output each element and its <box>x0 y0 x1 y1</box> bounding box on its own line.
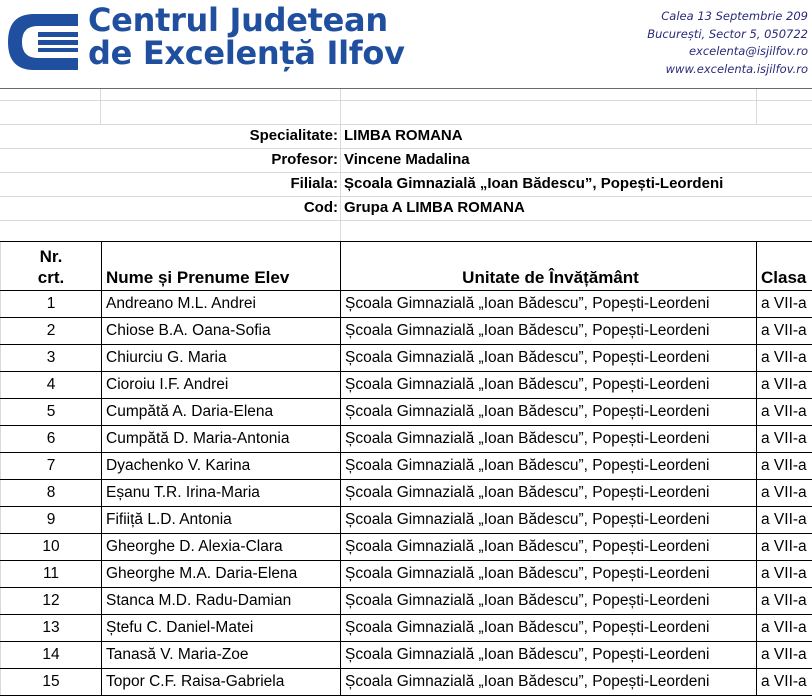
school-unit: Școala Gimnazială „Ioan Bădescu”, Popești-Leordeni <box>341 399 757 426</box>
header-name: Nume și Prenume Elev <box>102 242 341 291</box>
table-header-row <box>1 242 812 291</box>
class-grade: a VII-a <box>757 372 812 399</box>
school-unit: Școala Gimnazială „Ioan Bădescu”, Popești-Leordeni <box>341 345 757 372</box>
row-nr: 1 <box>1 291 102 318</box>
table-row <box>1 426 812 453</box>
student-name: Gheorghe M.A. Daria-Elena <box>102 561 341 588</box>
row-nr: 6 <box>1 426 102 453</box>
student-name: Eșanu T.R. Irina-Maria <box>102 480 341 507</box>
contact-address: Calea 13 Septembrie 209 <box>647 8 808 26</box>
header-clasa: Clasa <box>757 242 812 291</box>
student-name: Chiose B.A. Oana-Sofia <box>102 318 341 345</box>
students-table <box>0 241 812 696</box>
header-divider <box>0 88 812 89</box>
info-row-profesor <box>0 148 812 172</box>
row-nr: 7 <box>1 453 102 480</box>
gridline <box>100 89 101 125</box>
table-row <box>1 453 812 480</box>
class-grade: a VII-a <box>757 291 812 318</box>
info-value: LIMBA ROMANA <box>344 127 463 144</box>
header-nr-crt <box>1 242 102 291</box>
school-unit: Școala Gimnazială „Ioan Bădescu”, Popești-Leordeni <box>341 453 757 480</box>
student-name: Dyachenko V. Karina <box>102 453 341 480</box>
cje-logo-icon <box>4 10 84 74</box>
contact-block <box>647 8 808 78</box>
table-row <box>1 615 812 642</box>
info-label: Profesor: <box>271 151 338 168</box>
header-nr-line2: crt. <box>38 268 64 287</box>
school-unit: Școala Gimnazială „Ioan Bădescu”, Popești-Leordeni <box>341 291 757 318</box>
gridline <box>756 89 757 125</box>
school-unit: Școala Gimnazială „Ioan Bădescu”, Popești-Leordeni <box>341 534 757 561</box>
info-row-filiala <box>0 172 812 196</box>
table-row <box>1 480 812 507</box>
row-nr: 10 <box>1 534 102 561</box>
school-unit: Școala Gimnazială „Ioan Bădescu”, Popești-Leordeni <box>341 669 757 696</box>
table-row <box>1 588 812 615</box>
class-grade: a VII-a <box>757 588 812 615</box>
table-row <box>1 642 812 669</box>
info-label: Specialitate: <box>250 127 338 144</box>
contact-email[interactable]: excelenta@isjilfov.ro <box>647 43 808 61</box>
school-unit: Școala Gimnazială „Ioan Bădescu”, Popești-Leordeni <box>341 372 757 399</box>
contact-city: București, Sector 5, 050722 <box>647 26 808 44</box>
row-nr: 4 <box>1 372 102 399</box>
row-nr: 15 <box>1 669 102 696</box>
class-grade: a VII-a <box>757 318 812 345</box>
class-grade: a VII-a <box>757 669 812 696</box>
row-nr: 2 <box>1 318 102 345</box>
info-value: Grupa A LIMBA ROMANA <box>344 199 525 216</box>
student-name: Gheorghe D. Alexia-Clara <box>102 534 341 561</box>
row-nr: 8 <box>1 480 102 507</box>
row-nr: 3 <box>1 345 102 372</box>
class-grade: a VII-a <box>757 534 812 561</box>
student-name: Andreano M.L. Andrei <box>102 291 341 318</box>
student-name: Chiurciu G. Maria <box>102 345 341 372</box>
student-name: Cioroiu I.F. Andrei <box>102 372 341 399</box>
header-unit: Unitate de Învățământ <box>341 242 757 291</box>
student-name: Cumpătă A. Daria-Elena <box>102 399 341 426</box>
table-row <box>1 561 812 588</box>
class-grade: a VII-a <box>757 615 812 642</box>
class-grade: a VII-a <box>757 480 812 507</box>
org-name-line2: de Excelență Ilfov <box>88 37 405 70</box>
school-unit: Școala Gimnazială „Ioan Bădescu”, Popești-Leordeni <box>341 615 757 642</box>
table-row <box>1 669 812 696</box>
info-label: Filiala: <box>290 175 338 192</box>
class-grade: a VII-a <box>757 642 812 669</box>
table-row <box>1 372 812 399</box>
info-value: Vincene Madalina <box>344 151 470 168</box>
class-grade: a VII-a <box>757 399 812 426</box>
table-row <box>1 291 812 318</box>
student-name: Tanasă V. Maria-Zoe <box>102 642 341 669</box>
school-unit: Școala Gimnazială „Ioan Bădescu”, Popești-Leordeni <box>341 318 757 345</box>
school-unit: Școala Gimnazială „Ioan Bădescu”, Popești-Leordeni <box>341 561 757 588</box>
table-row <box>1 345 812 372</box>
organization-name <box>88 4 405 70</box>
table-row <box>1 534 812 561</box>
letterhead <box>0 0 812 86</box>
row-nr: 12 <box>1 588 102 615</box>
student-name: Cumpătă D. Maria-Antonia <box>102 426 341 453</box>
school-unit: Școala Gimnazială „Ioan Bădescu”, Popești-Leordeni <box>341 642 757 669</box>
gridline <box>0 220 812 221</box>
row-nr: 5 <box>1 399 102 426</box>
student-name: Ștefu C. Daniel-Matei <box>102 615 341 642</box>
info-label: Cod: <box>304 199 338 216</box>
table-row <box>1 318 812 345</box>
class-grade: a VII-a <box>757 345 812 372</box>
class-grade: a VII-a <box>757 426 812 453</box>
table-row <box>1 399 812 426</box>
student-name: Stanca M.D. Radu-Damian <box>102 588 341 615</box>
row-nr: 13 <box>1 615 102 642</box>
class-grade: a VII-a <box>757 453 812 480</box>
contact-website[interactable]: www.excelenta.isjilfov.ro <box>647 61 808 79</box>
class-grade: a VII-a <box>757 561 812 588</box>
gridline <box>0 100 812 101</box>
class-grade: a VII-a <box>757 507 812 534</box>
row-nr: 9 <box>1 507 102 534</box>
row-nr: 11 <box>1 561 102 588</box>
org-name-line1: Centrul Judetean <box>88 4 405 37</box>
info-row-cod <box>0 196 812 220</box>
info-row-specialitate <box>0 124 812 148</box>
header-nr-line1: Nr. <box>40 247 63 266</box>
student-name: Fifiiță L.D. Antonia <box>102 507 341 534</box>
school-unit: Școala Gimnazială „Ioan Bădescu”, Popești-Leordeni <box>341 507 757 534</box>
student-name: Topor C.F. Raisa-Gabriela <box>102 669 341 696</box>
row-nr: 14 <box>1 642 102 669</box>
school-unit: Școala Gimnazială „Ioan Bădescu”, Popești-Leordeni <box>341 426 757 453</box>
info-value: Școala Gimnazială „Ioan Bădescu”, Popești-Leordeni <box>344 175 723 192</box>
table-row <box>1 507 812 534</box>
school-unit: Școala Gimnazială „Ioan Bădescu”, Popești-Leordeni <box>341 480 757 507</box>
school-unit: Școala Gimnazială „Ioan Bădescu”, Popești-Leordeni <box>341 588 757 615</box>
